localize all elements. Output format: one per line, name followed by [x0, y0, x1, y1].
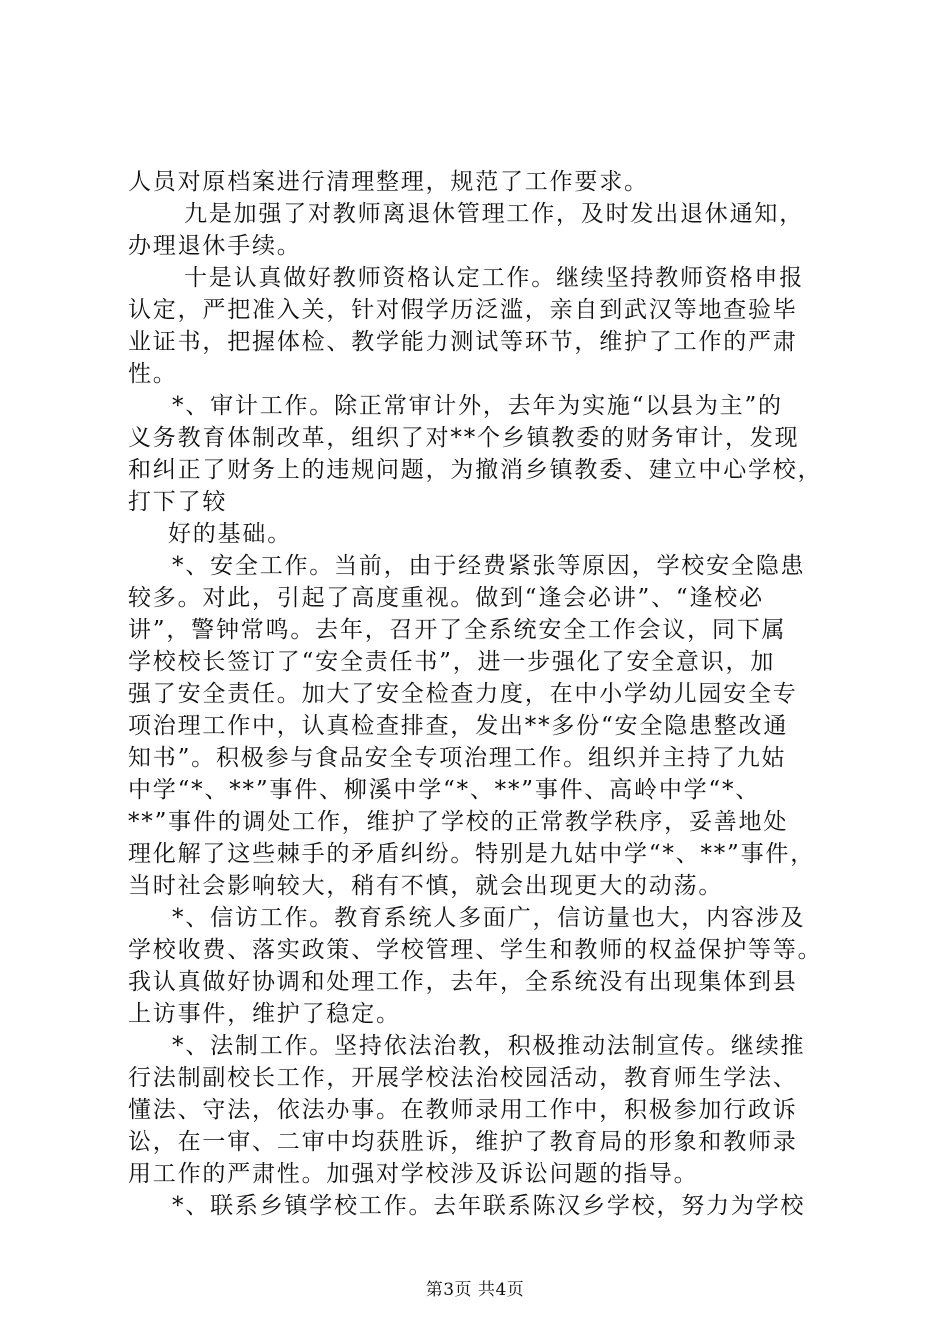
text-line: 业证书，把握体检、教学能力测试等环节，维护了工作的严肃: [128, 329, 798, 355]
text-line: 强了安全责任。加大了安全检查力度，在中小学幼儿园安全专: [128, 681, 798, 707]
text-line: 性。: [128, 361, 178, 387]
text-line: *、信访工作。教育系统人多面广，信访量也大，内容涉及: [172, 905, 806, 931]
text-line: 学校校长签订了“安全责任书”，进一步强化了安全意识，加: [128, 649, 776, 675]
text-line: *、联系乡镇学校工作。去年联系陈汉乡学校，努力为学校: [172, 1193, 806, 1219]
text-line: 知书”。积极参与食品安全专项治理工作。组织并主持了九姑: [128, 745, 787, 771]
text-line: 较多。对此，引起了高度重视。做到“逢会必讲”、“逢校必: [128, 585, 764, 611]
text-line: *、审计工作。除正常审计外，去年为实施“以县为主”的: [172, 393, 783, 419]
text-line: *、法制工作。坚持依法治教，积极推动法制宣传。继续推: [172, 1033, 806, 1059]
text-line: 十是认真做好教师资格认定工作。继续坚持教师资格申报: [184, 265, 804, 291]
text-line: 办理退休手续。: [128, 233, 302, 259]
text-line: 讲”，警钟常鸣。去年，召开了全系统安全工作会议，同下属: [128, 617, 787, 643]
text-line: 行法制副校长工作，开展学校法治校园活动，教育师生学法、: [128, 1065, 798, 1091]
text-line: *、安全工作。当前，由于经费紧张等原因，学校安全隐患: [172, 553, 806, 579]
text-line: 打下了较: [128, 489, 228, 515]
text-line: 用工作的严肃性。加强对学校涉及诉讼问题的指导。: [128, 1161, 699, 1187]
text-line: 和纠正了财务上的违规问题，为撤消乡镇教委、建立中心学校，: [128, 457, 823, 483]
text-line: 讼，在一审、二审中均获胜诉，维护了教育局的形象和教师录: [128, 1129, 798, 1155]
text-line: 九是加强了对教师离退休管理工作，及时发出退休通知，: [184, 201, 804, 227]
text-line: 我认真做好协调和处理工作，去年，全系统没有出现集体到县: [128, 969, 798, 995]
text-line: 项治理工作中，认真检查排查，发出**多份“安全隐患整改通: [128, 713, 789, 739]
text-line: **”事件的调处工作，维护了学校的正常教学秩序，妥善地处: [128, 809, 789, 835]
text-line: 当时社会影响较大，稍有不慎，就会出现更大的动荡。: [128, 873, 724, 899]
text-line: 理化解了这些棘手的矛盾纠纷。特别是九姑中学“*、**”事件，: [128, 841, 816, 867]
text-line: 中学“*、**”事件、柳溪中学“*、**”事件、高岭中学“*、: [128, 777, 761, 803]
text-line: 义务教育体制改革，组织了对**个乡镇教委的财务审计，发现: [128, 425, 800, 451]
text-line: 好的基础。: [168, 521, 292, 547]
text-line: 上访事件，维护了稳定。: [128, 1001, 401, 1027]
text-line: 懂法、守法，依法办事。在教师录用工作中，积极参加行政诉: [128, 1097, 798, 1123]
text-line: 学校收费、落实政策、学校管理、学生和教师的权益保护等等。: [128, 937, 823, 963]
page-footer: 第3页 共4页: [425, 1280, 525, 1300]
text-line: 人员对原档案进行清理整理，规范了工作要求。: [128, 169, 649, 195]
document-body: [128, 166, 848, 1222]
text-line: 认定，严把准入关，针对假学历泛滥，亲自到武汉等地查验毕: [128, 297, 798, 323]
